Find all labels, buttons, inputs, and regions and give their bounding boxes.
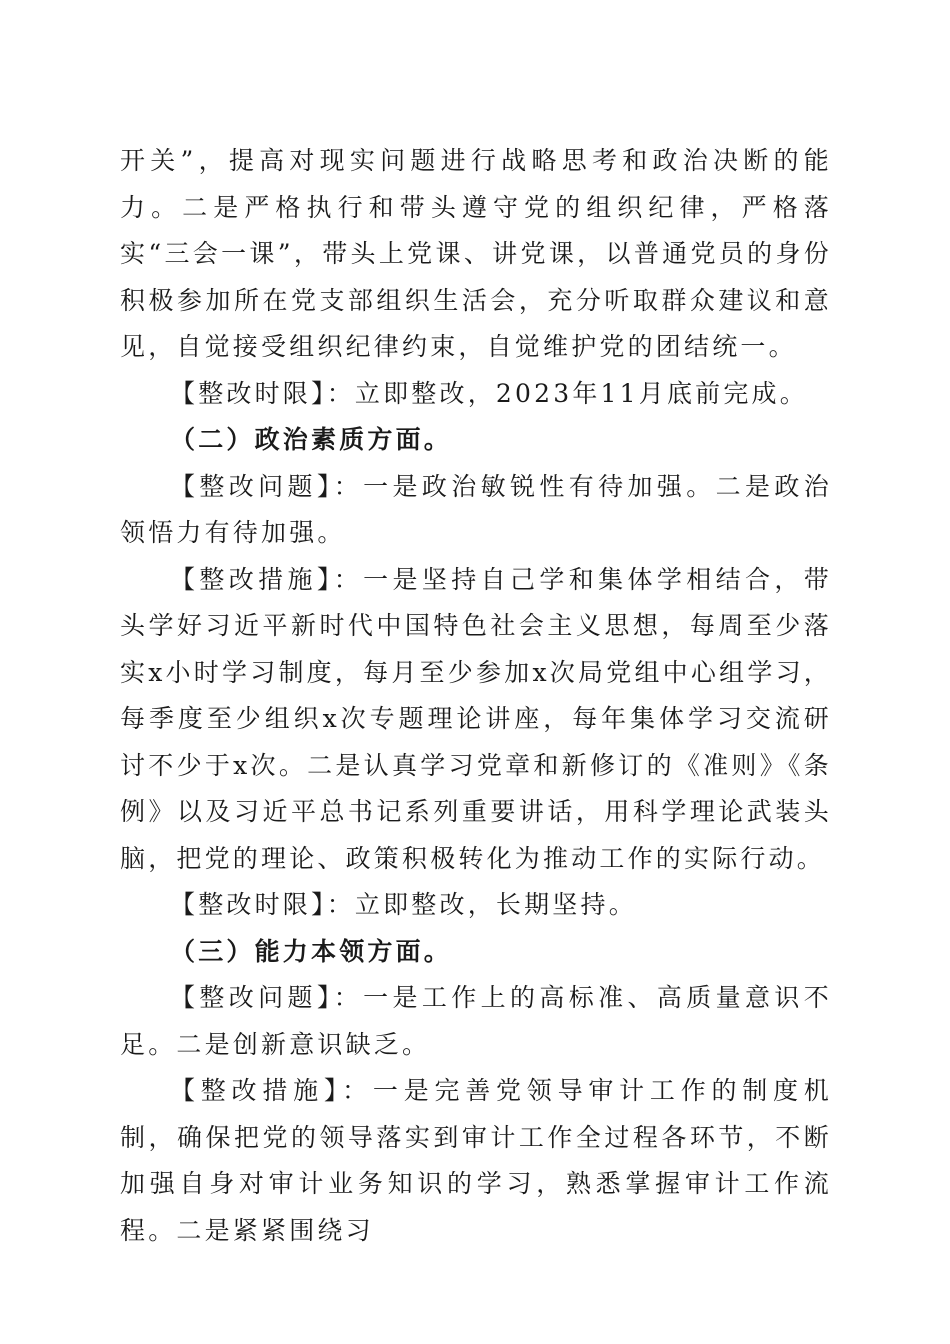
rectification-issue-label: 【整改问题】 (170, 983, 334, 1012)
paragraph-rectification-measures-2 (120, 1068, 832, 1254)
paragraph-rectification-deadline-1 (120, 371, 832, 418)
rectification-issue-label: 【整改问题】 (170, 471, 334, 501)
paragraph-rectification-measures-1 (120, 557, 832, 883)
paragraph-rectification-deadline-2 (120, 882, 832, 929)
section-heading-ability: （三）能力本领方面。 (170, 936, 453, 966)
rectification-measures-text: ：一是坚持自己学和集体学相结合，带头学好习近平新时代中国特色社会主义思想，每周至少落实x小时学习制度，每月至少参加x次局党组中心组学习，每季度至少组织x次专题理论讲座，每年集体学习交流研讨不少于x次。二是认真学习党章和新修订的《准则》《条例》以及习近平总书记系列重要讲话，用科学理论武装头脑，把党的理论、政策积极转化为推动工作的实际行动。 (120, 564, 832, 873)
rectification-measures-label: 【整改措施】 (170, 1076, 343, 1105)
rectification-deadline-label: 【整改时限】 (170, 378, 327, 408)
rectification-deadline-label: 【整改时限】 (170, 890, 327, 919)
paragraph-rectification-issue-1 (120, 464, 832, 557)
rectification-deadline-text: ：立即整改，长期坚持。 (326, 890, 637, 919)
rectification-deadline-text: ：立即整改，2023年11月底前完成。 (326, 378, 808, 408)
paragraph-continuation: 开关”，提高对现实问题进行战略思考和政治决断的能力。二是严格执行和带头遵守党的组织纪律，严格落实“三会一课”，带头上党课、讲党课，以普通党员的身份积极参加所在党支部组织生活会，充分听取群众建议和意见，自觉接受组织纪律约束，自觉维护党的团结统一。 (120, 146, 832, 361)
paragraph-rectification-issue-2 (120, 975, 832, 1068)
rectification-issue-text: ：一是政治敏锐性有待加强。二是政治领悟力有待加强。 (120, 471, 832, 547)
rectification-measures-label: 【整改措施】 (170, 564, 334, 594)
rectification-measures-text: ：一是完善党领导审计工作的制度机制，确保把党的领导落实到审计工作全过程各环节，不断加强自身对审计业务知识的学习，熟悉掌握审计工作流程。二是紧紧围绕习 (120, 1076, 832, 1245)
document-body (120, 138, 832, 1254)
section-heading-political-quality: （二）政治素质方面。 (170, 425, 453, 454)
rectification-issue-text: ：一是工作上的高标准、高质量意识不足。二是创新意识缺乏。 (120, 983, 832, 1059)
